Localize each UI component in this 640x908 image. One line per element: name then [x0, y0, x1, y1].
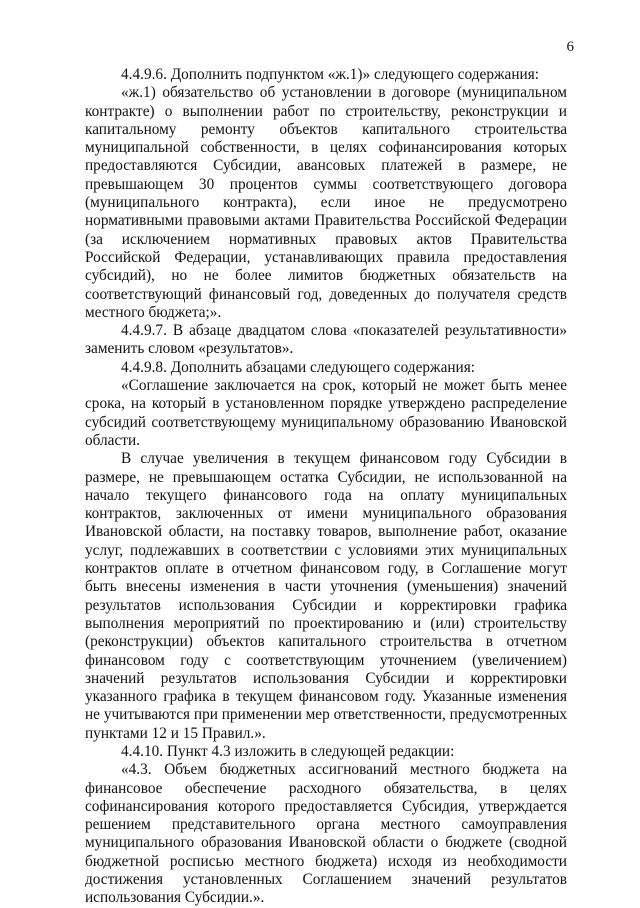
- paragraph-4-4-9-6: 4.4.9.6. Дополнить подпунктом «ж.1)» следующего содержания:: [121, 66, 539, 83]
- paragraph-subitem-zh1: «ж.1) обязательство об установлении в договоре (муниципальном контракте) о выполнении работ по строительству, реконструкции и капитальному ремонту объектов капитального строительства муниципальной собственности, в целях софинансирования которых предоставляются Субсидии, авансовых платежей в размере, не превышающем 30 процентов суммы соответствующего договора (муниципального контракта), если иное не предусмотрено нормативными правовыми актами Правительства Российской Федерации (за исключением нормативных правовых актов Правительства Российской Федерации, устанавливающих правила предоставления субсидий), но не более лимитов бюджетных обязательств на соответствующий финансовый год, доведенных до получателя средств местного бюджета;».: [85, 84, 567, 321]
- page-number: 6: [566, 39, 574, 55]
- paragraph-4-4-9-8: 4.4.9.8. Дополнить абзацами следующего содержания:: [121, 358, 476, 376]
- paragraph-4-4-10: 4.4.10. Пункт 4.3 изложить в следующей редакции:: [121, 742, 455, 760]
- paragraph-4-3: «4.3. Объем бюджетных ассигнований местного бюджета на финансовое обеспечение расходного обязательства, в целях софинансирования которого предоставляется Субсидия, утверждается решением представительного органа местного самоуправления муниципального образования Ивановской области о бюджете (сводной бюджетной росписью местного бюджета) исходя из необходимости достижения установленных Соглашением значений результатов использования Субсидии.».: [85, 761, 567, 907]
- document-body: [85, 66, 567, 908]
- paragraph-subsidy-increase: В случае увеличения в текущем финансовом году Субсидии в размере, не превышающем остатка Субсидии, не использованной на начало текущего финансового года на оплату муниципальных контрактов, заключенных от имени муниципального образования Ивановской области, на поставку товаров, выполнение работ, оказание услуг, подлежавших в соответствии с условиями этих муниципальных контрактов оплате в отчетном финансовом году, в Соглашение могут быть внесены изменения в части уточнения (уменьшения) значений результатов использования Субсидии и корректировки графика выполнения мероприятий по проектированию и (или) строительству (реконструкции) объектов капитального строительства в отчетном финансовом году с соответствующим уточнением (увеличением) значений результатов использования Субсидии и корректировки указанного графика в текущем финансовом году. Указанные изменения не учитываются при применении мер ответственности, предусмотренных пунктами 12 и 15 Правил.».: [85, 450, 567, 742]
- paragraph-agreement-term: «Соглашение заключается на срок, который не может быть менее срока, на который в установленном порядке утверждено распределение субсидий соответствующему муниципальному образованию Ивановской области.: [85, 377, 567, 449]
- paragraph-4-4-9-7: 4.4.9.7. В абзаце двадцатом слова «показателей результативности» заменить словом «результатов».: [85, 322, 567, 358]
